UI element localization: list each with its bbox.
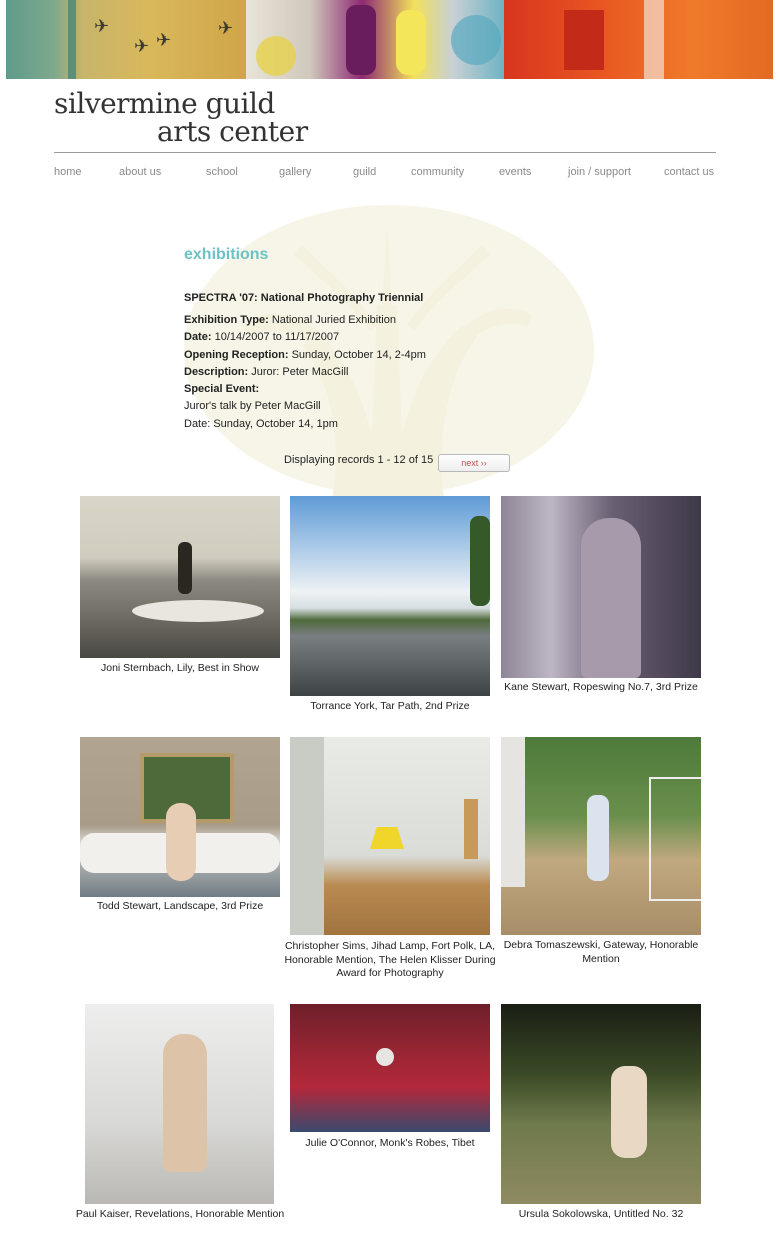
bird-shape: ✈ bbox=[94, 16, 110, 36]
nav-home[interactable]: home bbox=[54, 166, 82, 178]
gallery-photo[interactable] bbox=[501, 496, 701, 678]
header-divider bbox=[54, 152, 716, 153]
paint-splash bbox=[346, 5, 376, 75]
detail-special-event bbox=[184, 381, 426, 398]
painting-stroke bbox=[68, 0, 76, 79]
detail-label: Date: bbox=[184, 331, 212, 344]
tree-shape bbox=[470, 516, 490, 606]
bird-shape: ✈ bbox=[134, 36, 150, 56]
page-title: exhibitions bbox=[184, 246, 269, 263]
figure-shape bbox=[587, 795, 609, 881]
special-event-line: Date: Sunday, October 14, 1pm bbox=[184, 417, 338, 430]
photo-caption: Ursula Sokolowska, Untitled No. 32 bbox=[518, 1208, 684, 1220]
gallery-photo[interactable] bbox=[290, 737, 490, 935]
nav-join-support[interactable]: join / support bbox=[568, 166, 631, 178]
figure-shape bbox=[166, 803, 196, 881]
painting-stroke bbox=[644, 0, 664, 79]
detail-type bbox=[184, 312, 426, 329]
detail-date bbox=[184, 329, 426, 346]
gallery-photo[interactable] bbox=[501, 737, 701, 935]
paint-splash bbox=[451, 15, 501, 65]
banner-painting-birds bbox=[6, 0, 246, 79]
gallery-photo[interactable] bbox=[80, 737, 280, 897]
gallery-photo[interactable] bbox=[85, 1004, 274, 1204]
detail-reception bbox=[184, 347, 426, 364]
site-logo[interactable] bbox=[54, 87, 308, 148]
nav-community[interactable]: community bbox=[411, 166, 465, 178]
cloth-highlight-shape bbox=[376, 1048, 394, 1066]
header-banner bbox=[6, 0, 773, 79]
gallery-photo[interactable] bbox=[290, 496, 490, 696]
figure-shape bbox=[178, 542, 192, 594]
lamp-shape bbox=[370, 827, 404, 849]
detail-value: Sunday, October 14, 2-4pm bbox=[291, 348, 426, 361]
detail-value: National Juried Exhibition bbox=[271, 314, 396, 326]
photo-caption: Julie O'Connor, Monk's Robes, Tibet bbox=[305, 1137, 475, 1149]
nav-guild[interactable]: guild bbox=[353, 166, 377, 178]
special-event-line: Juror's talk by Peter MacGill bbox=[184, 400, 321, 413]
gallery-photo[interactable] bbox=[501, 1004, 701, 1204]
banner-painting-orange bbox=[504, 0, 773, 79]
bird-shape: ✈ bbox=[156, 30, 172, 50]
exhibition-details bbox=[184, 312, 426, 433]
gallery-photo[interactable] bbox=[290, 1004, 490, 1132]
figure-shape bbox=[581, 518, 641, 678]
photo-caption: Torrance York, Tar Path, 2nd Prize bbox=[310, 700, 470, 712]
exhibition-content bbox=[184, 246, 604, 430]
figure-shape bbox=[163, 1034, 207, 1172]
gallery-photo[interactable] bbox=[80, 496, 280, 658]
paint-splash bbox=[396, 10, 426, 75]
figure-shape bbox=[611, 1066, 647, 1158]
gate-shape bbox=[649, 777, 701, 901]
next-page-button[interactable]: next ›› bbox=[438, 454, 510, 472]
banner-painting-abstract bbox=[246, 0, 504, 79]
photo-caption: Todd Stewart, Landscape, 3rd Prize bbox=[96, 900, 264, 912]
logo-line2: arts center bbox=[157, 115, 308, 148]
photo-caption: Joni Sternbach, Lily, Best in Show bbox=[101, 662, 259, 674]
detail-label: Opening Reception: bbox=[184, 348, 289, 361]
photo-caption: Kane Stewart, Ropeswing No.7, 3rd Prize bbox=[504, 681, 698, 693]
detail-value: 10/14/2007 to 11/17/2007 bbox=[214, 331, 340, 344]
nav-about-us[interactable]: about us bbox=[119, 166, 162, 178]
bird-shape: ✈ bbox=[218, 18, 234, 38]
photo-caption: Christopher Sims, Jihad Lamp, Fort Polk, LA, Honorable Mention, The Helen Klisser During Award for Photography bbox=[284, 940, 496, 979]
exhibition-title: SPECTRA '07: National Photography Triennial bbox=[184, 292, 424, 304]
pager-status: Displaying records 1 - 12 of 15 bbox=[284, 454, 434, 466]
wall-shelf-shape bbox=[464, 799, 478, 859]
photo-caption: Paul Kaiser, Revelations, Honorable Mention bbox=[75, 1208, 285, 1220]
nav-contact-us[interactable]: contact us bbox=[664, 166, 715, 178]
detail-description bbox=[184, 364, 426, 381]
paint-splash bbox=[256, 36, 296, 76]
building-shape bbox=[501, 737, 525, 887]
nav-events[interactable]: events bbox=[499, 166, 532, 178]
detail-label: Description: bbox=[184, 365, 249, 378]
detail-value: Juror: Peter MacGill bbox=[251, 365, 349, 378]
nav-school[interactable]: school bbox=[206, 166, 238, 178]
surfboard-shape bbox=[132, 600, 264, 622]
detail-label: Special Event: bbox=[184, 383, 260, 396]
main-nav bbox=[0, 166, 780, 182]
logo-line1: silvermine guild bbox=[54, 87, 275, 120]
door-shape bbox=[290, 737, 324, 935]
painting-stroke bbox=[564, 10, 604, 70]
photo-caption: Debra Tomaszewski, Gateway, Honorable Mention bbox=[503, 939, 699, 965]
detail-label: Exhibition Type: bbox=[184, 314, 269, 326]
nav-gallery[interactable]: gallery bbox=[279, 166, 312, 178]
